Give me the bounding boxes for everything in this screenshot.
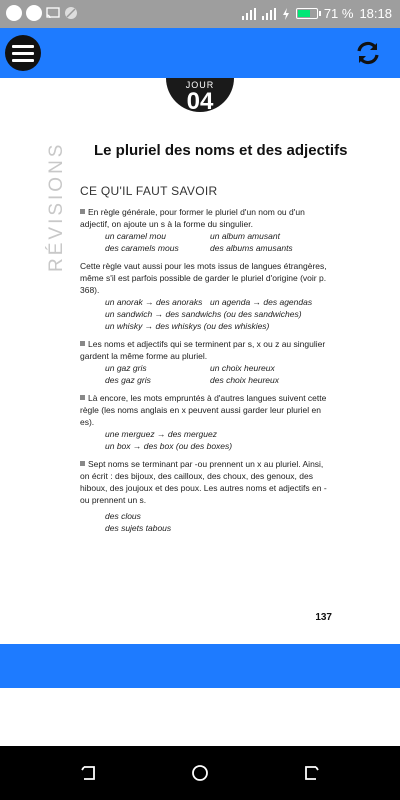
example-cell: des caramels mous [105, 243, 179, 253]
example-line: un sandwich → des sandwichs (ou des sandwiches) [105, 309, 302, 319]
section-heading: CE QU'IL FAUT SAVOIR [80, 184, 218, 198]
example-cell: des gaz gris [105, 375, 151, 385]
empty-area [0, 688, 400, 746]
paragraph-3 [80, 338, 334, 386]
battery-percent: 71 % [323, 6, 354, 21]
example-line: des sujets tabous [105, 523, 172, 533]
example-line: des clous [105, 511, 141, 521]
status-bar [0, 0, 400, 28]
paragraph-text: Là encore, les mots empruntés à d'autres langues suivent cette règle (les noms anglais en x peuvent aussi garder leur pluriel en es). [80, 393, 327, 427]
battery-icon [296, 8, 318, 19]
example-line: un box → des box (ou des boxes) [105, 441, 233, 451]
system-indicators [242, 6, 392, 21]
jour-label: JOUR [185, 80, 215, 90]
example-cell: un agenda → des agendas [210, 297, 313, 307]
paragraph-4 [80, 392, 334, 452]
hamburger-menu-icon[interactable] [5, 35, 41, 71]
bullet-icon [80, 209, 85, 214]
bullet-icon [80, 461, 85, 466]
circle-icon [64, 6, 78, 20]
example-row [105, 242, 334, 254]
paragraph-5 [80, 458, 334, 534]
example-line: un whisky → des whiskys (ou des whiskies) [105, 321, 270, 331]
home-icon[interactable] [191, 764, 209, 782]
example-cell: des albums amusants [210, 243, 293, 253]
menu-line [12, 59, 34, 62]
paragraph-2 [80, 260, 334, 332]
paragraph-text: Sept noms se terminant par -ou prennent un x au pluriel. Ainsi, on écrit : des bijoux, des cailloux, des choux, des genoux, des hiboux, des joujoux et des poux. Les autres noms et adjectifs en -ou prennent un s. [80, 459, 327, 505]
notification-icon [6, 5, 22, 21]
menu-line [12, 52, 34, 55]
battery-fill [298, 10, 311, 17]
bullet-icon [80, 395, 85, 400]
notification-icon [26, 5, 42, 21]
bullet-icon [80, 341, 85, 346]
example-block [80, 296, 334, 332]
navigation-bar [0, 746, 400, 800]
example-line: une merguez → des merguez [105, 429, 217, 439]
page-title: Le pluriel des noms et des adjectifs [94, 142, 348, 159]
paragraph-text: En règle générale, pour former le pluriel d'un nom ou d'un adjectif, on ajoute un s à la forme du singulier. [80, 207, 305, 229]
signal-icon [242, 8, 256, 20]
back-icon[interactable] [80, 764, 98, 782]
example-row [105, 362, 334, 374]
charging-icon [282, 8, 290, 20]
jour-badge [166, 78, 234, 115]
example-row [105, 230, 334, 242]
example-cell: un album amusant [210, 231, 280, 241]
bottom-app-bar [0, 644, 400, 688]
sidebar-label: RÉVISIONS [46, 141, 67, 272]
example-block [80, 510, 334, 534]
jour-number: 04 [186, 88, 214, 115]
example-cell: un choix heureux [210, 363, 275, 373]
example-block [80, 230, 334, 254]
cast-icon [46, 6, 60, 20]
example-cell: un caramel mou [105, 231, 166, 241]
example-cell: des choix heureux [210, 375, 279, 385]
clock: 18:18 [359, 6, 392, 21]
refresh-icon[interactable] [354, 39, 382, 67]
example-block [80, 362, 334, 386]
sidebar-label-wrap [46, 140, 70, 280]
paragraph-1 [80, 206, 334, 254]
app-bar [0, 28, 400, 78]
recent-apps-icon[interactable] [302, 764, 320, 782]
example-row [105, 374, 334, 386]
paragraph-text: Cette règle vaut aussi pour les mots issus de langues étrangères, même s'il est parfois possible de garder le pluriel d'origine (voir p. 368). [80, 261, 327, 295]
lesson-content [80, 206, 334, 540]
example-row [105, 296, 334, 308]
notification-icons [6, 5, 78, 21]
paragraph-text: Les noms et adjectifs qui se terminent par s, x ou z au singulier gardent la même forme au pluriel. [80, 339, 326, 361]
signal-icon-2 [262, 8, 276, 20]
example-cell: un anorak → des anoraks [105, 297, 203, 307]
book-page[interactable] [0, 78, 400, 644]
example-block [80, 428, 334, 452]
menu-line [12, 45, 34, 48]
example-cell: un gaz gris [105, 363, 147, 373]
page-number: 137 [315, 612, 332, 623]
